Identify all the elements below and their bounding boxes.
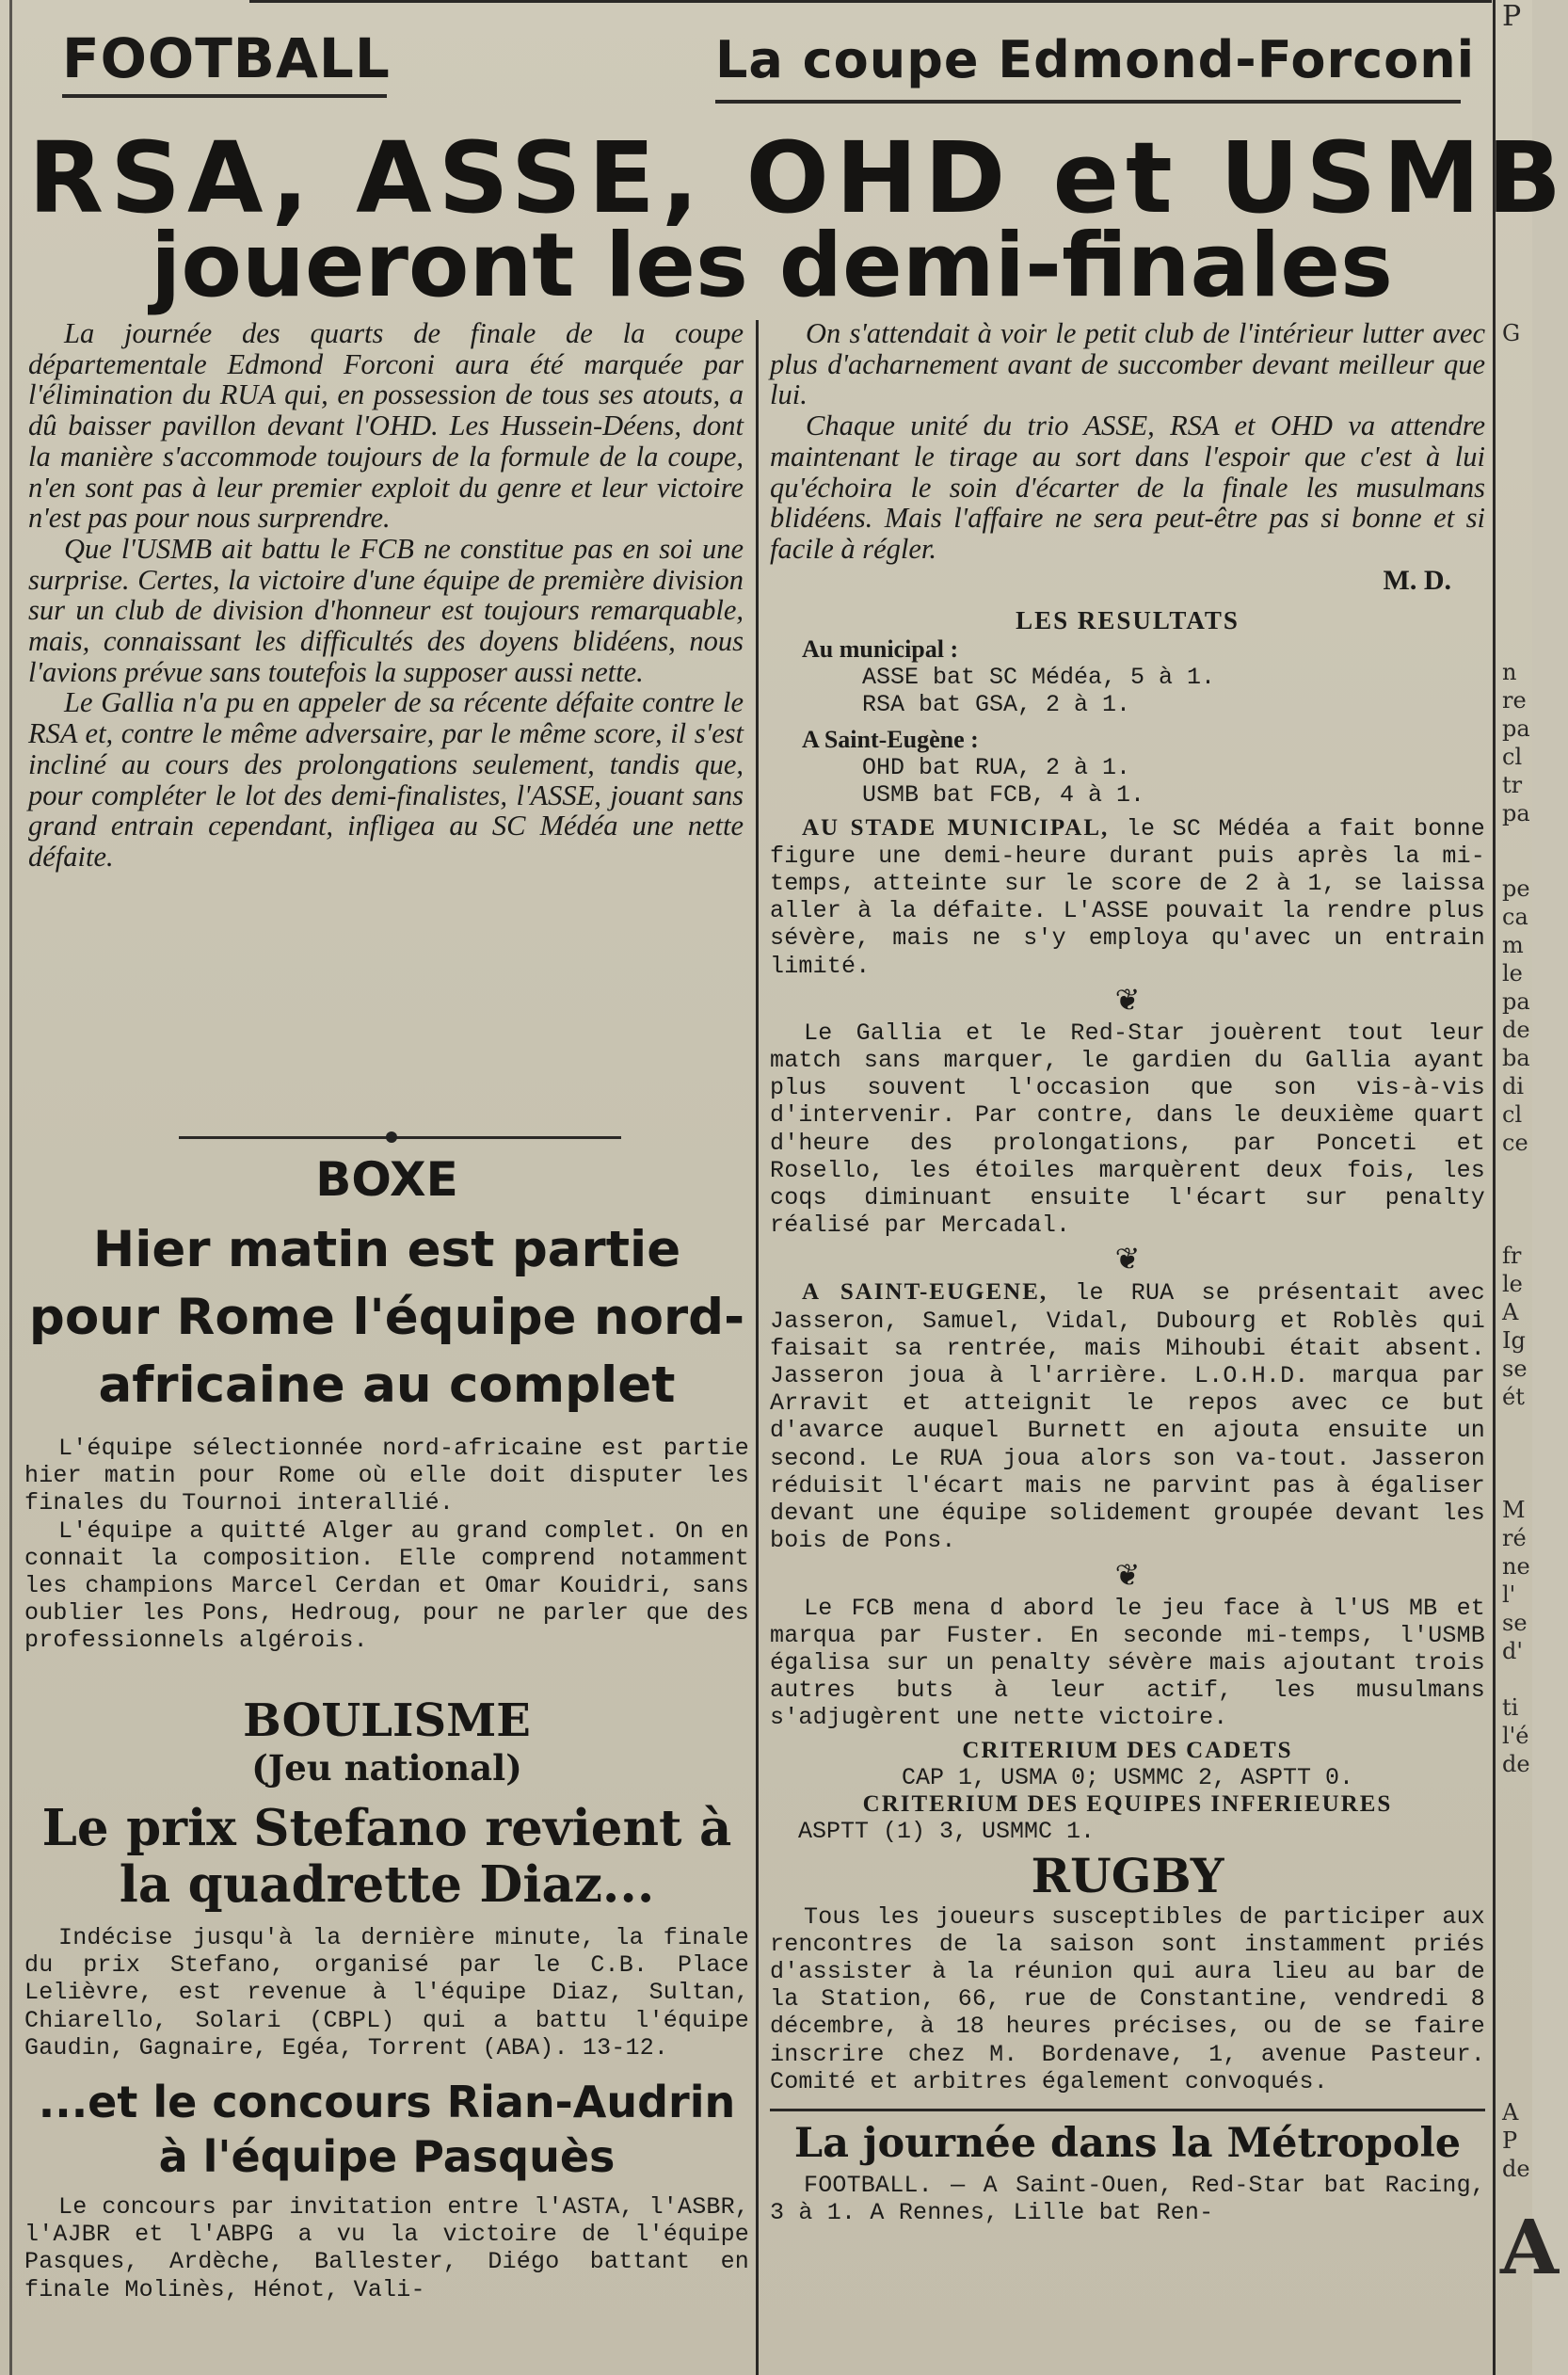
top-rule — [249, 0, 1492, 3]
edge-fragment: de — [1502, 1751, 1530, 1777]
results-box — [770, 606, 1485, 809]
column-rule-right — [1493, 0, 1496, 2375]
boulisme-subtitle: (Jeu national) — [251, 1747, 522, 1789]
edge-fragment: ré — [1502, 1525, 1527, 1551]
football-paragraph: Que l'USMB ait battu le FCB ne constitue pas en soi une surprise. Certes, la victoire d'une équipe de première division sur un club de division d'honneur est toujours remarquable, mais, connaissant les difficultés des doyens blidéens, nous l'avions prévue sans toutefois la supposer aussi nette. — [28, 532, 744, 688]
edge-fragment: ét — [1502, 1384, 1525, 1410]
edge-fragment: pe — [1502, 875, 1530, 902]
report-stade-municipal — [770, 814, 1485, 980]
edge-fragment: cl — [1502, 1101, 1523, 1128]
boxe-section — [24, 1148, 749, 1655]
edge-fragment: A — [1502, 1299, 1519, 1325]
edge-fragment: l'é — [1502, 1723, 1529, 1749]
edge-fragment: se — [1502, 1610, 1528, 1636]
edge-fragment: pa — [1502, 800, 1530, 826]
ornament-icon: ❦ — [1114, 1556, 1141, 1593]
report-fcb: Le FCB mena d abord le jeu face à l'US MB et marqua par Fuster. En seconde mi-temps, l'USMB égalisa sur un penalty sévère mais ajoutant trois autres buts à leur actif, les musulmans s'adjugèrent une nette victoire. — [770, 1594, 1485, 1732]
left-page-border — [9, 0, 12, 2375]
metropole-rule — [770, 2109, 1485, 2111]
edge-fragment: P — [1502, 2127, 1518, 2154]
boxe-title: BOXE — [315, 1152, 458, 1207]
edge-fragment: A — [1500, 2203, 1560, 2291]
edge-fragment: le — [1502, 1271, 1523, 1297]
result-line: ASSE bat SC Médéa, 5 à 1. — [862, 663, 1216, 691]
edge-fragment: m — [1502, 932, 1524, 958]
results-venue: Au municipal : — [802, 634, 959, 663]
edge-fragment: G — [1502, 320, 1521, 346]
main-headline-line2: joueront les demi-finales — [151, 215, 1393, 317]
football-underline — [62, 94, 387, 98]
edge-fragment: tr — [1502, 772, 1523, 798]
boxe-paragraph: L'équipe a quitté Alger au grand complet. On en connait la composition. Elle comprend notamment les champions Marcel Cerdan et Omar Kouidri, sans oublier les Pons, Hedroug, pour ne parler que des professionnels algérois. — [24, 1516, 749, 1655]
metropole-text: FOOTBALL. — A Saint-Ouen, Red-Star bat Racing, 3 à 1. A Rennes, Lille bat Ren- — [770, 2171, 1485, 2227]
boulisme-headline-2: ...et le concours Rian-Audrin à l'équipe Pasquès — [38, 2077, 736, 2183]
edge-fragment: A — [1502, 2099, 1519, 2126]
separator-line — [179, 1136, 621, 1139]
edge-fragment: di — [1502, 1073, 1525, 1099]
boulisme-section — [24, 1694, 749, 2303]
ornament-icon: ❦ — [1114, 981, 1141, 1018]
edge-fragment: se — [1502, 1356, 1528, 1382]
edge-fragment: fr — [1502, 1243, 1522, 1269]
edge-fragment: d' — [1502, 1638, 1523, 1664]
football-right-column — [770, 318, 1485, 2226]
coupe-underline — [715, 100, 1461, 104]
report-lead: AU STADE MUNICIPAL, — [802, 814, 1110, 841]
section-label-coupe: La coupe Edmond-Forconi — [715, 30, 1476, 89]
boulisme-headline: Le prix Stefano revient à la quadrette Diaz... — [41, 1799, 732, 1914]
criterium-cadets-result: CAP 1, USMA 0; USMMC 2, ASPTT 0. — [901, 1763, 1354, 1791]
edge-fragment: de — [1502, 2156, 1530, 2182]
rugby-paragraph: Tous les joueurs susceptibles de participer aux rencontres de la saison sont instamment priés d'assister à la réunion qui aura lieu au bar de la Station, 66, rue de Constantine, vendredi 8 décembre, à 18 heures précises, ou de se faire inscrire chez M. Bordenave, 1, avenue Pasteur. Comité et arbitres également convoqués. — [770, 1902, 1485, 2095]
column-rule-center — [756, 320, 759, 2375]
main-headline-line1: RSA, ASSE, OHD et USMB — [28, 120, 1568, 235]
edge-fragment: ti — [1502, 1694, 1519, 1721]
separator-dot — [386, 1131, 397, 1143]
boulisme-title: BOULISME — [243, 1694, 531, 1747]
report-text: le SC Médéa a fait bonne figure une demi-heure durant puis après la mi-temps, atteinte sur le score de 2 à 1, se laissa aller à la défaite. L'ASSE pouvait la rendre plus sévère, mais ne s'y employa qu'avec un entrain limité. — [770, 814, 1486, 980]
edge-fragment: de — [1502, 1017, 1530, 1043]
article-signature: M. D. — [1383, 564, 1451, 596]
football-paragraph: On s'attendait à voir le petit club de l'intérieur lutter avec plus d'acharnement avant de succomber devant meilleur que lui. — [770, 317, 1485, 411]
report-gallia: Le Gallia et le Red-Star jouèrent tout leur match sans marquer, le gardien du Gallia ayant plus souvent l'occasion que son vis-à-vis d'intervenir. Par contre, dans le deuxième quart d'heure des prolongations, par Ponceti et Rosello, les étoiles marquèrent deux fois, les coqs diminuant ensuite l'écart sur penalty réalisé par Mercadal. — [770, 1019, 1485, 1240]
rugby-title: RUGBY — [1031, 1847, 1224, 1903]
edge-fragment: ce — [1502, 1130, 1528, 1156]
results-title: LES RESULTATS — [1016, 605, 1240, 634]
edge-fragment: P — [1502, 0, 1522, 33]
edge-fragment: pa — [1502, 715, 1530, 742]
edge-fragment: le — [1502, 960, 1523, 987]
edge-fragment: pa — [1502, 988, 1530, 1015]
edge-fragment: Ig — [1502, 1327, 1526, 1354]
result-line: USMB bat FCB, 4 à 1. — [862, 780, 1145, 809]
edge-fragment: ca — [1502, 904, 1528, 930]
edge-fragment: n — [1502, 659, 1517, 685]
boulisme-paragraph: Indécise jusqu'à la dernière minute, la finale du prix Stefano, organisé par le C.B. Place Lelièvre, est revenue à l'équipe Diaz, Sultan, Chiarello, Solari (CBPL) qui a battu l'équipe Gaudin, Gagnaire, Egéa, Torrent (ABA). 13-12. — [24, 1924, 749, 2062]
edge-fragment: ba — [1502, 1045, 1530, 1071]
boulisme-paragraph-2: Le concours par invitation entre l'ASTA, l'ASBR, l'AJBR et l'ABPG a vu la victoire de l'équipe Pasques, Ardèche, Ballester, Diégo battant en finale Molinès, Hénot, Vali- — [24, 2193, 749, 2303]
criterium-inferieures-title: CRITERIUM DES EQUIPES INFERIEURES — [862, 1790, 1393, 1817]
football-paragraph: La journée des quarts de finale de la coupe départementale Edmond Forconi aura été marquée par l'élimination du RUA qui, en possession de tous ses atouts, a dû baisser pavillon devant l'OHD. Les Hussein-Déens, dont la manière s'accommode toujours de la formule de la coupe, n'en sont pas à leur premier exploit du genre et leur victoire n'est pas pour nous surprendre. — [28, 317, 744, 535]
football-paragraph: Chaque unité du trio ASSE, RSA et OHD va attendre maintenant le tirage au sort dans l'espoir que c'est à lui qu'échoira le soin d'écarter de la finale les musulmans blidéens. Mais l'affaire ne sera peut-être pas si bonne et si facile à régler. — [770, 409, 1485, 565]
football-paragraph: Le Gallia n'a pu en appeler de sa récente défaite contre le RSA et, contre le même adversaire, par le même score, il s'est incliné au cours des prolongations seulement, tandis que, pour compléter le lot des demi-finalistes, l'ASSE, jouant sans grand entrain cependant, infligea au SC Médéa une nette défaite. — [28, 686, 744, 873]
section-label-football: FOOTBALL — [62, 26, 391, 90]
ornament-icon: ❦ — [1114, 1241, 1141, 1277]
boxe-paragraph: L'équipe sélectionnée nord-africaine est partie hier matin pour Rome où elle doit disputer les finales du Tournoi interallié. — [24, 1435, 749, 1517]
edge-fragment: cl — [1502, 744, 1523, 770]
report-saint-eugene — [770, 1278, 1485, 1554]
metropole-title: La journée dans la Métropole — [793, 2119, 1462, 2167]
report-lead: A SAINT-EUGENE, — [802, 1279, 1048, 1306]
edge-fragment: ne — [1502, 1553, 1530, 1580]
edge-fragment: re — [1502, 687, 1527, 714]
results-venue: A Saint-Eugène : — [802, 725, 979, 753]
boxe-headline: Hier matin est partie pour Rome l'équipe nord-africaine au complet — [28, 1221, 745, 1414]
criterium-cadets-title: CRITERIUM DES CADETS — [962, 1737, 1293, 1763]
report-text: le RUA se présentait avec Jasseron, Samuel, Vidal, Dubourg et Roblès qui faisait sa rentrée, mais Mihoubi était absent. Jasseron joua à l'arrière. L.O.H.D. marqua par Arravit et atteignit le repos avec ce but d'avarce auquel Burnett en ajouta ensuite un second. Le RUA joua alors son va-tout. Jasseron réduisit l'écart mais ne parvint pas à égaliser devant une équipe solidement groupée devant les bois de Pons. — [770, 1279, 1485, 1555]
result-line: OHD bat RUA, 2 à 1. — [862, 753, 1131, 781]
result-line: RSA bat GSA, 2 à 1. — [862, 690, 1131, 718]
football-intro-column — [28, 318, 744, 873]
edge-fragment: M — [1502, 1497, 1526, 1523]
edge-column-fragments — [1500, 0, 1560, 2375]
edge-fragment: l' — [1502, 1581, 1516, 1608]
criterium-inferieures-result: ASPTT (1) 3, USMMC 1. — [798, 1817, 1096, 1845]
